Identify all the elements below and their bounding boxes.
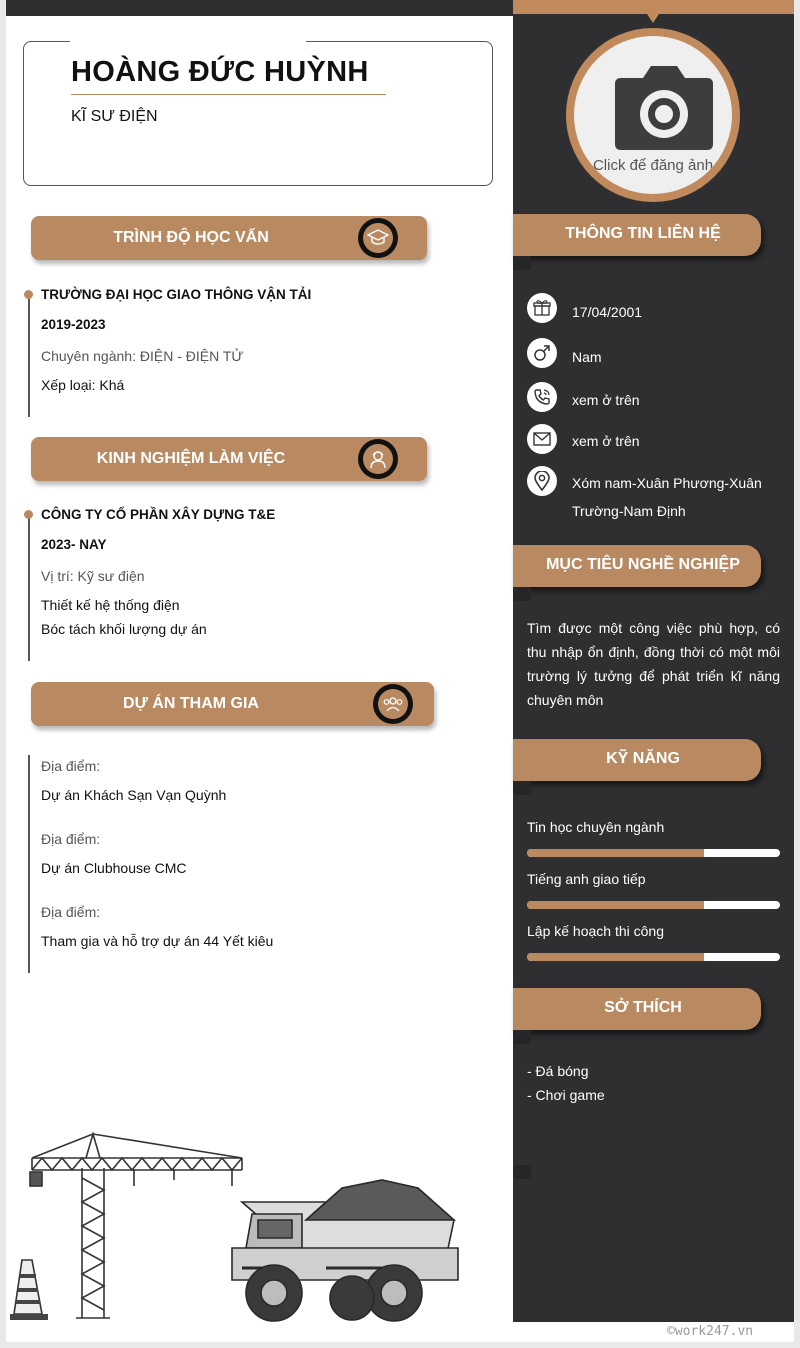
- projects-header: [31, 682, 434, 726]
- candidate-name[interactable]: HOÀNG ĐỨC HUỲNH: [71, 56, 369, 88]
- contact-address-line2[interactable]: Trường-Nam Định: [572, 503, 686, 519]
- skill-name[interactable]: Tiếng anh giao tiếp: [527, 871, 646, 887]
- project-name[interactable]: Dự án Clubhouse CMC: [41, 860, 187, 876]
- education-major[interactable]: Chuyên ngành: ĐIỆN - ĐIỆN TỬ: [41, 348, 244, 364]
- upload-photo-label[interactable]: Click để đăng ảnh: [592, 157, 714, 174]
- contact-phone[interactable]: xem ở trên: [572, 392, 640, 408]
- education-years[interactable]: 2019-2023: [41, 317, 106, 332]
- contact-gender[interactable]: Nam: [572, 349, 602, 365]
- job-title[interactable]: KĨ SƯ ĐIỆN: [71, 108, 158, 125]
- experience-company[interactable]: CÔNG TY CỔ PHẦN XÂY DỰNG T&E: [41, 507, 276, 522]
- education-title: TRÌNH ĐỘ HỌC VẤN: [113, 229, 269, 246]
- project-location-label[interactable]: Địa điểm:: [41, 904, 101, 920]
- phone-icon: [527, 382, 557, 412]
- skill-name[interactable]: Lập kế hoạch thi công: [527, 923, 664, 939]
- experience-years[interactable]: 2023- NAY: [41, 537, 107, 552]
- skills-title: KỸ NĂNG: [606, 750, 680, 767]
- gift-icon: [527, 293, 557, 323]
- hobbies-title: SỞ THÍCH: [604, 999, 682, 1016]
- objective-title: MỤC TIÊU NGHỀ NGHIỆP: [546, 556, 740, 573]
- skill-bar: [527, 849, 780, 857]
- contact-birthday[interactable]: 17/04/2001: [572, 304, 643, 320]
- right-top-accent: [513, 0, 794, 14]
- project-name[interactable]: Tham gia và hỗ trợ dự án 44 Yết kiêu: [41, 933, 274, 949]
- experience-title: KINH NGHIỆM LÀM VIỆC: [96, 450, 286, 467]
- hobbies-header: [513, 988, 761, 1030]
- project-location-label[interactable]: Địa điểm:: [41, 831, 101, 847]
- right-top-notch: [647, 14, 659, 23]
- worker-icon: [358, 439, 398, 479]
- skill-bar: [527, 953, 780, 961]
- experience-task[interactable]: Bóc tách khối lượng dự án: [41, 621, 207, 637]
- contact-address-line1[interactable]: Xóm nam-Xuân Phương-Xuân: [572, 475, 762, 491]
- camera-icon: [613, 64, 715, 152]
- education-school[interactable]: TRƯỜNG ĐẠI HỌC GIAO THÔNG VẬN TẢI: [41, 287, 312, 302]
- gender-icon: [527, 338, 557, 368]
- education-grade[interactable]: Xếp loại: Khá: [41, 377, 125, 393]
- mail-icon: [527, 424, 557, 454]
- graduation-cap-icon: [358, 218, 398, 258]
- experience-header: [31, 437, 427, 481]
- contact-header: [513, 214, 761, 256]
- skill-level-fill: [527, 953, 704, 961]
- skill-level-fill: [527, 849, 704, 857]
- name-underline: [71, 94, 386, 95]
- hobby-item[interactable]: - Chơi game: [527, 1087, 605, 1103]
- contact-email[interactable]: xem ở trên: [572, 433, 640, 449]
- skills-header: [513, 739, 761, 781]
- experience-task[interactable]: Thiết kế hệ thống điện: [41, 597, 180, 613]
- location-pin-icon: [527, 466, 557, 496]
- construction-illustration: [6, 1128, 476, 1328]
- project-location-label[interactable]: Địa điểm:: [41, 758, 101, 774]
- skill-level-fill: [527, 901, 704, 909]
- project-name[interactable]: Dự án Khách Sạn Vạn Quỳnh: [41, 787, 227, 803]
- cv-page: [6, 0, 794, 1342]
- watermark: ©work247.vn: [667, 1324, 754, 1339]
- objective-text[interactable]: Tìm được một công việc phù hợp, có thu nhập ổn định, đồng thời có một môi trường lý tưởng để phát triển kĩ năng chuyên môn: [527, 620, 780, 708]
- top-bar: [6, 0, 514, 16]
- avatar[interactable]: [566, 28, 740, 202]
- objective-header: [513, 545, 761, 587]
- experience-position[interactable]: Vị trí: Kỹ sư điện: [41, 568, 145, 584]
- hobby-item[interactable]: - Đá bóng: [527, 1063, 589, 1079]
- skill-name[interactable]: Tin học chuyên ngành: [527, 819, 665, 835]
- team-icon: [373, 684, 413, 724]
- contact-title: THÔNG TIN LIÊN HỆ: [565, 225, 721, 242]
- skill-bar: [527, 901, 780, 909]
- projects-title: DỰ ÁN THAM GIA: [123, 695, 259, 712]
- education-header: [31, 216, 427, 260]
